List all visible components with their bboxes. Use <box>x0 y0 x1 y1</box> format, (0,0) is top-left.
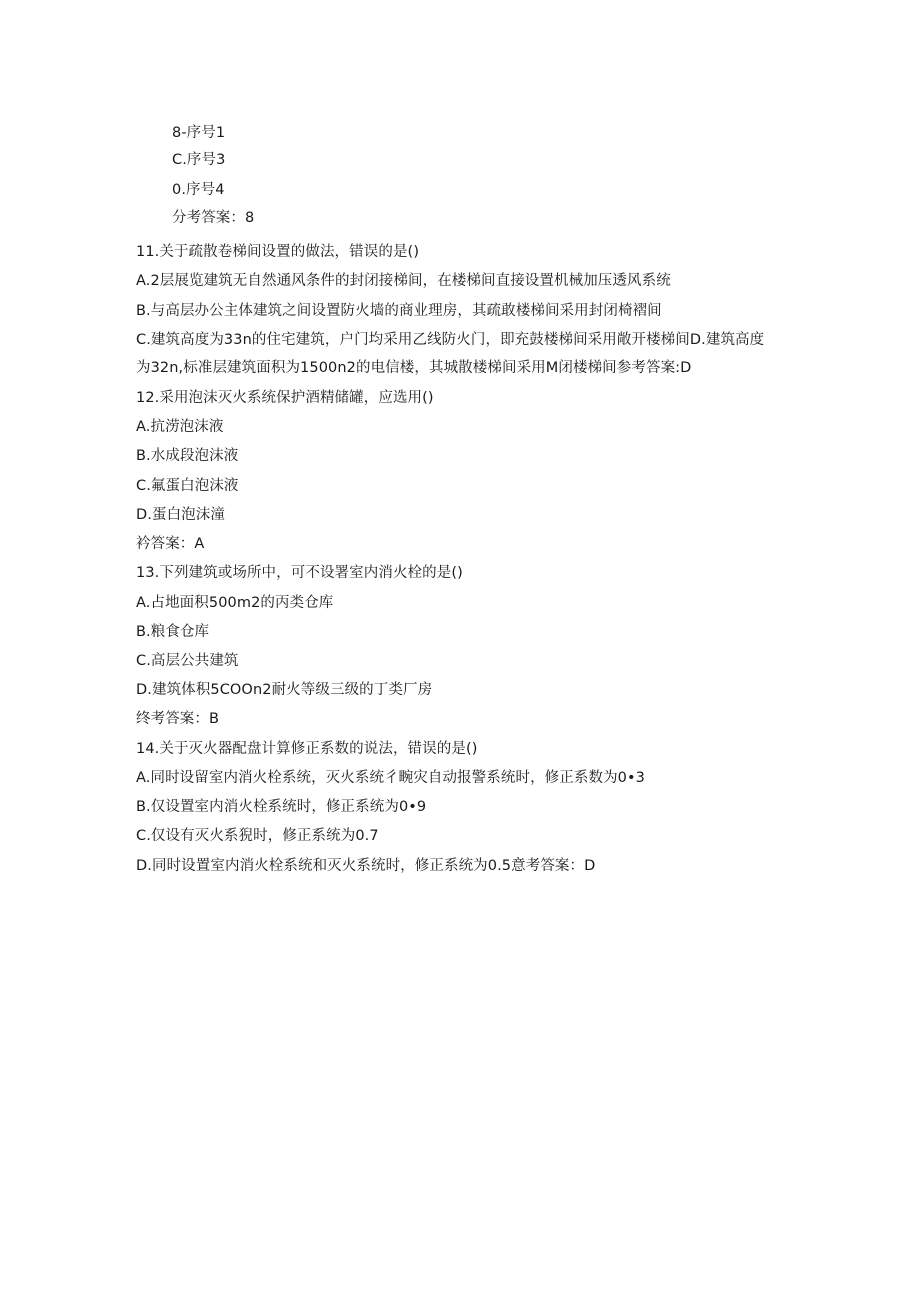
option-line: A.同时设留室内消火栓系统，灭火系统彳畹灾自动报警系统时，修正系数为0•3 <box>136 770 645 786</box>
option-line: 8-序号1 <box>172 125 226 141</box>
option-line: D.建筑体积5COOn2耐火等级三级的丁类厂房 <box>136 682 433 698</box>
question-line: 11.关于疏散卷梯间设置的做法，错误的是() <box>136 244 420 260</box>
option-line: D.同时设置室内消火栓系统和灭火系统时，修正系统为0.5意考答案：D <box>136 858 596 874</box>
answer-line: 终考答案：B <box>136 711 220 727</box>
option-line: B.粮食仓库 <box>136 624 210 640</box>
option-line: 为32n,标准层建筑面积为1500n2的电信楼，其城散楼梯间采用M闭楼梯间参考答案:D <box>136 360 692 376</box>
answer-line: 分考答案：8 <box>172 210 255 226</box>
option-line: C.建筑高度为33n的住宅建筑，户门均采用乙线防火门，即充鼓楼梯间采用敞开楼梯间D.建筑高度 <box>136 332 765 348</box>
answer-line: 衿答案：A <box>136 536 205 552</box>
option-line: 0.序号4 <box>172 182 225 198</box>
question-line: 12.采用泡沫灭火系统保护酒精储罐，应选用() <box>136 390 434 406</box>
option-line: A.抗涝泡沫液 <box>136 419 224 435</box>
question-line: 13.下列建筑或场所中，可不设署室内消火栓的是() <box>136 565 463 581</box>
option-line: C.氟蛋白泡沫液 <box>136 478 239 494</box>
option-line: D.蛋白泡沫潼 <box>136 507 225 523</box>
option-line: B.仅设置室内消火栓系统时，修正系统为0•9 <box>136 799 427 815</box>
option-line: C.高层公共建筑 <box>136 653 239 669</box>
option-line: C.序号3 <box>172 152 226 168</box>
option-line: A.占地面积500m2的丙类仓库 <box>136 595 334 611</box>
option-line: A.2层展览建筑无自然通风条件的封闭接梯间，在楼梯间直接设置机械加压透风系统 <box>136 273 671 289</box>
option-line: C.仅设有灭火系猊时，修正系统为0.7 <box>136 828 379 844</box>
option-line: B.水成段泡沫液 <box>136 448 239 464</box>
option-line: B.与高层办公主体建筑之间设置防火墙的商业理房，其疏敢楼梯间采用封闭椅褶间 <box>136 303 662 319</box>
question-line: 14.关于灭火器配盘计算修正系数的说法，错误的是() <box>136 741 478 757</box>
